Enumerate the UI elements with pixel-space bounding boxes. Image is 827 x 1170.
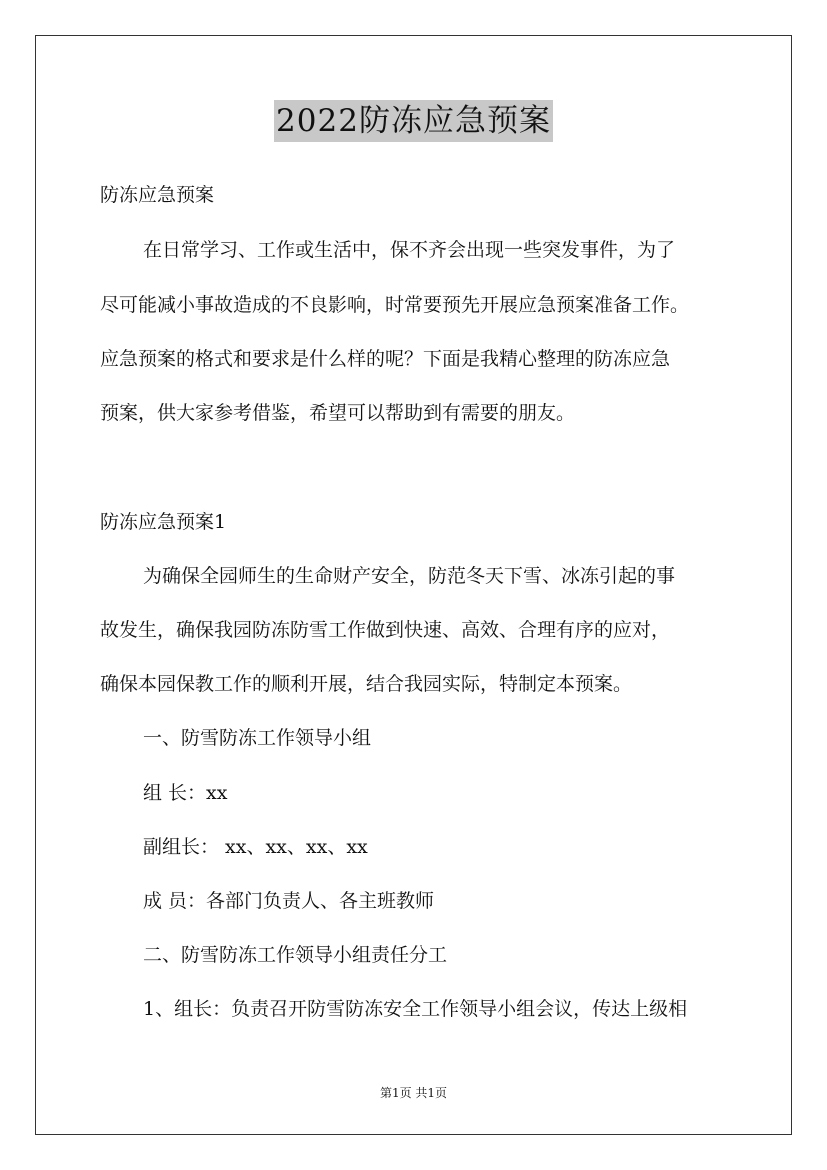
paragraph-line: 副组长： xx、xx、xx、xx [143,836,368,858]
document-title: 2022防冻应急预案 [274,100,553,142]
subheading: 一、防雪防冻工作领导小组 [143,727,372,749]
paragraph-line: 确保本园保教工作的顺利开展，结合我园实际，特制定本预案。 [100,673,633,695]
title-container [0,100,827,142]
paragraph-line: 成 员：各部门负责人、各主班教师 [143,890,435,912]
section-heading: 防冻应急预案1 [100,511,227,533]
paragraph-line: 为确保全园师生的生命财产安全，防范冬天下雪、冰冻引起的事 [143,565,676,587]
paragraph-line: 1、组长：负责召开防雪防冻安全工作领导小组会议，传达上级相 [143,998,688,1020]
page-footer: 第1页 共1页 [379,1086,448,1100]
paragraph-line: 在日常学习、工作或生活中，保不齐会出现一些突发事件，为了 [143,239,676,261]
paragraph-line: 预案，供大家参考借鉴，希望可以帮助到有需要的朋友。 [100,402,576,424]
section-heading: 防冻应急预案 [100,184,215,206]
paragraph-line: 故发生，确保我园防冻防雪工作做到快速、高效、合理有序的应对， [100,619,671,641]
subheading: 二、防雪防冻工作领导小组责任分工 [143,944,448,966]
paragraph-line: 尽可能减小事故造成的不良影响，时常要预先开展应急预案准备工作。 [100,294,690,316]
paragraph-line: 应急预案的格式和要求是什么样的呢？下面是我精心整理的防冻应急 [100,348,671,370]
paragraph-line: 组 长：xx [143,782,228,804]
